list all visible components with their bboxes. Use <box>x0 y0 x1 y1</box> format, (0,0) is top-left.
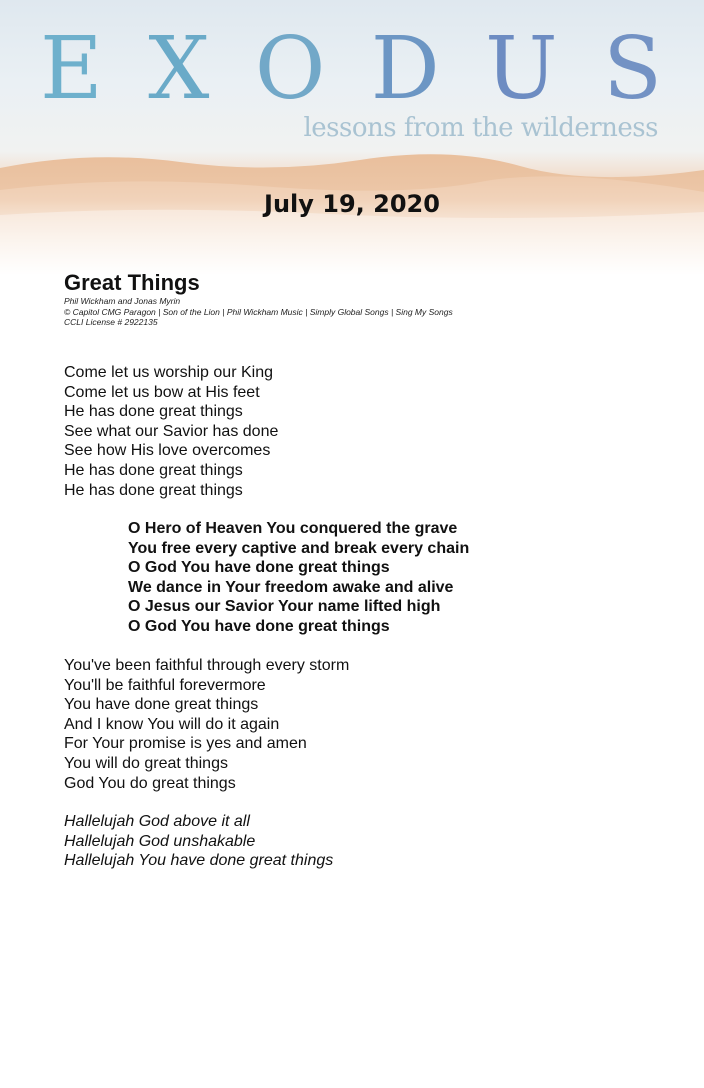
lyric-line: He has done great things <box>64 481 243 499</box>
lyric-line: God You do great things <box>64 774 236 792</box>
song-copyright: © Capitol CMG Paragon | Son of the Lion | Phil Wickham Music | Simply Global Songs | Sing My Songs <box>64 306 453 317</box>
lyric-line: O God You have done great things <box>128 617 390 635</box>
song-credits <box>64 296 453 328</box>
lyric-line: We dance in Your freedom awake and alive <box>128 578 454 596</box>
lyric-line: Come let us worship our King <box>64 364 273 381</box>
lyric-line: Come let us bow at His feet <box>64 383 260 401</box>
lyric-line: He has done great things <box>64 403 243 421</box>
series-title-letter: D <box>370 19 440 119</box>
lyric-line: See what our Savior has done <box>64 422 279 440</box>
header-banner <box>0 0 704 275</box>
song-authors: Phil Wickham and Jonas Myrin <box>64 296 181 306</box>
lyric-line: For Your promise is yes and amen <box>64 735 307 753</box>
chorus <box>128 519 469 637</box>
series-tagline: lessons from the wilderness <box>303 113 658 143</box>
lyric-line: You free every captive and break every chain <box>128 539 470 557</box>
series-title-letter: X <box>148 19 210 119</box>
series-title-letter: U <box>485 19 558 119</box>
lyric-line: You will do great things <box>64 754 228 772</box>
ccli-license: CCLI License # 2922135 <box>64 317 158 327</box>
verse-2 <box>64 656 349 793</box>
lyric-line: You'll be faithful forevermore <box>64 676 266 694</box>
lyric-line: Hallelujah You have done great things <box>64 852 334 870</box>
series-title-letter: E <box>40 19 103 119</box>
service-date: July 19, 2020 <box>264 190 440 218</box>
lyric-line: You have done great things <box>64 696 259 714</box>
series-title-letter: O <box>254 19 326 119</box>
lyric-line: See how His love overcomes <box>64 442 271 460</box>
lyric-line: He has done great things <box>64 461 243 479</box>
song-title: Great Things <box>64 270 200 295</box>
series-title-letter: S <box>603 19 662 119</box>
lyric-line: And I know You will do it again <box>64 715 280 733</box>
lyric-line: O God You have done great things <box>128 559 390 577</box>
bridge <box>64 812 333 871</box>
lyric-line: O Hero of Heaven You conquered the grave <box>128 520 458 537</box>
lyric-line: Hallelujah God unshakable <box>64 832 256 850</box>
verse-1 <box>64 363 278 500</box>
series-title <box>40 19 662 119</box>
lyric-line: Hallelujah God above it all <box>64 813 250 830</box>
lyric-line: O Jesus our Savior Your name lifted high <box>128 598 441 616</box>
lyric-line: You've been faithful through every storm <box>64 657 350 674</box>
